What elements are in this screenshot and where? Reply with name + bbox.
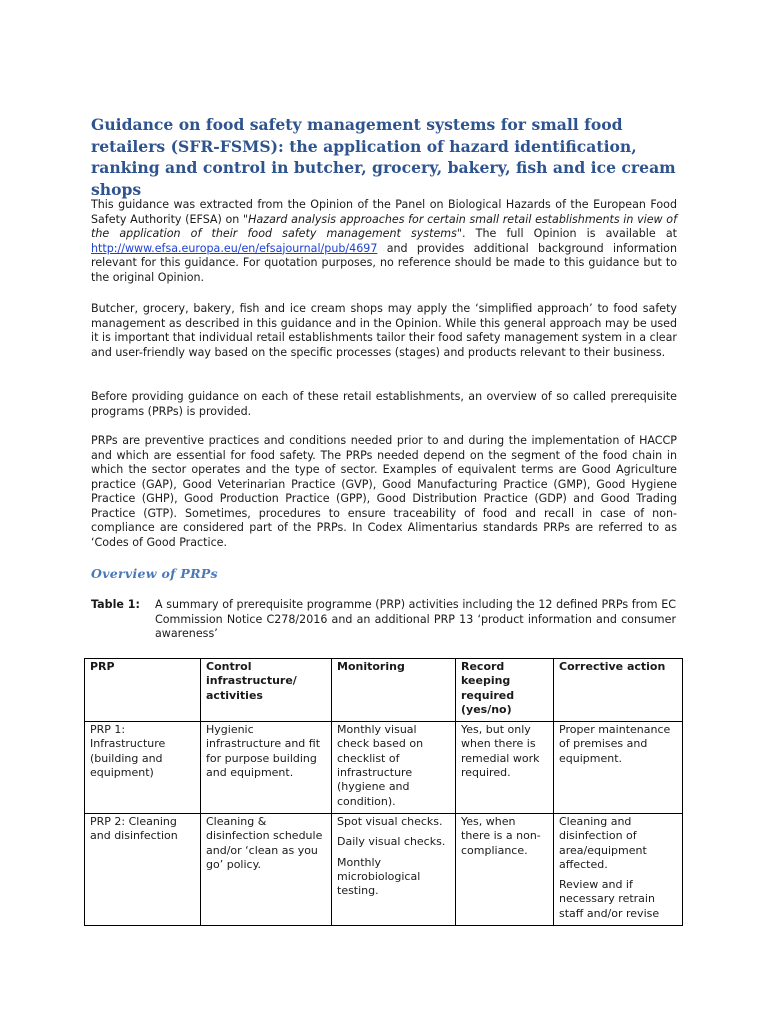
header-monitoring: Monitoring xyxy=(332,659,456,722)
cell-monitoring xyxy=(332,722,456,814)
corrective-item: Proper maintenance of premises and equipment. xyxy=(559,723,671,765)
cell-monitoring xyxy=(332,813,456,925)
monitoring-item: Daily visual checks. xyxy=(337,835,446,849)
cell-control: Cleaning & disinfection schedule and/or ‘clean as you go’ policy. xyxy=(201,813,332,925)
prp-table xyxy=(84,658,683,926)
corrective-item: Cleaning and disinfection of area/equipment affected. xyxy=(559,814,647,871)
intro-paragraph xyxy=(91,198,677,285)
monitoring-item: Spot visual checks. xyxy=(337,814,443,828)
cell-corrective xyxy=(554,813,683,925)
paragraph-prp-overview-intro: Before providing guidance on each of these retail establishments, an overview of so called prerequisite programs (PRPs) is provided. xyxy=(91,390,677,418)
cell-corrective xyxy=(554,722,683,814)
monitoring-item: Monthly microbiological testing. xyxy=(337,855,421,898)
header-control: Control infrastructure/ activities xyxy=(201,659,332,722)
document-title: Guidance on food safety management systems for small food retailers (SFR-FSMS): the application of hazard identification, ranking and control in butcher, grocery, bakery, fish and ice cream shops xyxy=(91,115,676,199)
header-record-keeping: Record keeping required (yes/no) xyxy=(456,659,554,722)
page-bottom-margin xyxy=(0,930,768,1024)
table-caption-text: A summary of prerequisite programme (PRP) activities including the 12 defined PRPs from EC Commission Notice C278/2016 and an additional PRP 13 ‘product information and consumer awareness’ xyxy=(155,598,676,640)
table-row xyxy=(85,813,683,925)
intro-text-2: ". The full Opinion is available at xyxy=(456,227,677,240)
header-prp: PRP xyxy=(85,659,201,722)
section-heading: Overview of PRPs xyxy=(91,566,218,581)
cell-control: Hygienic infrastructure and fit for purpose building and equipment. xyxy=(201,722,332,814)
paragraph-prp-definition: PRPs are preventive practices and conditions needed prior to and during the implementation of HACCP and which are essential for food safety. The PRPs needed depend on the segment of the food chain in which the sector operates and the type of sector. Examples of equivalent terms are Good Agriculture practice (GAP), Good Veterinarian Practice (GVP), Good Manufacturing Practice (GMP), Good Hygiene Practice (GHP), Good Production Practice (GPP), Good Distribution Practice (GDP) and Good Trading Practice (GTP). Sometimes, procedures to ensure traceability of food and recall in case of non-compliance are considered part of the PRPs. In Codex Alimentarius standards PRPs are referred to as ‘Codes of Good Practice. xyxy=(91,434,677,549)
cell-record: Yes, when there is a non-compliance. xyxy=(456,813,554,925)
table-header-row xyxy=(85,659,683,722)
table-label: Table 1: xyxy=(91,598,140,611)
paragraph-simplified-approach: Butcher, grocery, bakery, fish and ice cream shops may apply the ‘simplified approach’ to food safety management as described in this guidance and in the Opinion. While this general approach may be used it is important that individual retail establishments tailor their food safety management system in a clear and user-friendly way based on the specific processes (stages) and products relevant to their business. xyxy=(91,302,677,359)
intro-text-3: and provides additional background information relevant for this guidance. For quotation purposes, no reference should be made to this guidance but to the original Opinion. xyxy=(91,241,677,284)
monitoring-item: Monthly visual check based on checklist of infrastructure (hygiene and condition). xyxy=(337,723,424,808)
table-row xyxy=(85,722,683,814)
cell-prp: PRP 1: Infrastructure (building and equipment) xyxy=(85,722,201,814)
intro-text-1: This guidance was extracted from the Opinion of the Panel on Biological Hazards of the European Food Safety Authority (EFSA) on " xyxy=(91,198,677,226)
header-corrective-action: Corrective action xyxy=(554,659,683,722)
opinion-title-italic: Hazard analysis approaches for certain small retail establishments in view of the application of their food safety management systems xyxy=(91,212,677,240)
efsa-opinion-link[interactable]: http://www.efsa.europa.eu/en/efsajournal/pub/4697 xyxy=(91,241,378,255)
corrective-item: Review and if necessary retrain staff and/or revise xyxy=(559,878,660,920)
cell-prp: PRP 2: Cleaning and disinfection xyxy=(85,813,201,925)
cell-record: Yes, but only when there is remedial work required. xyxy=(456,722,554,814)
